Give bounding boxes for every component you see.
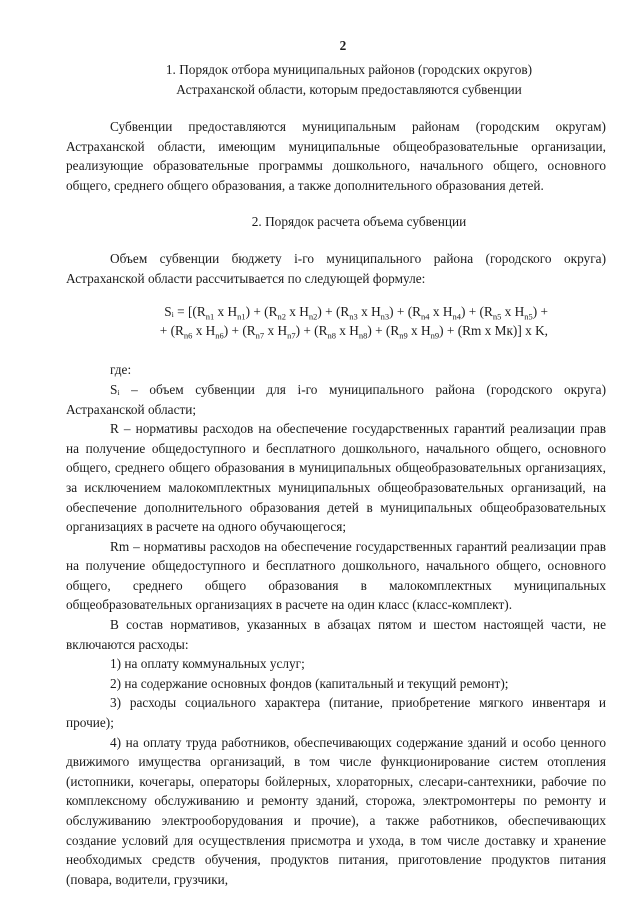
section-1-heading-line-2: Астраханской области, которым предоставляются субвенции (176, 81, 522, 97)
formula-intro-paragraph: Объем субвенции бюджету i-го муниципального района (городского округа) Астраханской области рассчитывается по следующей формуле: (66, 251, 606, 286)
section-2-heading: 2. Порядок расчета объема субвенции (251, 213, 467, 229)
expense-item-3: 3) расходы социального характера (питание, приобретение мягкого инвентаря и прочие); (66, 695, 606, 731)
expense-item-1: 1) на оплату коммунальных услуг; (110, 656, 305, 672)
subvention-formula (66, 302, 606, 340)
definition-r: R – нормативы расходов на обеспечение государственных гарантий реализации прав на получение общедоступного и бесплатного дошкольного, начального общего, основного общего, среднего общего образования в муниципальных общеобразовательных организациях, за исключением малокомплектных муниципальных общеобразовательных организаций, на обеспечение дополнительного образования детей в муниципальных общеобразовательных организациях в расчете на одного обучающегося; (66, 421, 606, 535)
exclusions-intro: В состав нормативов, указанных в абзацах пятом и шестом настоящей части, не включаются расходы: (66, 617, 606, 652)
document-page (66, 36, 606, 889)
formula-line-1: Sᵢ = [($R_{n1}$ x $H_{n1}) + (R_{n2}$ x $H_{n2}) + (R_{n3}$ x $H_{n3}) + (R_{n4}$ x $H_{n4}) + (R_{n5}$ x $H_{n5}$) + (164, 304, 548, 322)
definition-s: Sᵢ – объем субвенции для i-го муниципального района (городского округа) Астраханской области; (66, 381, 606, 417)
expense-item-4: 4) на оплату труда работников, обеспечивающих содержание зданий и особо ценного движимого имущества организаций, в том числе функционирование систем отопления (истопники, кочегары, операторы бойлерных, хлораторных, слесари-сантехники, рабочие по комплексному обслуживанию и ремонту зданий, сторожа, электромонтеры по ремонту и обслуживанию электрооборудования и прочие), а также работников, обеспечивающих создание условий для осуществления присмотра и ухода, в том числе доставку и хранение необходимых средств обучения, продуктов питания, приготовление продуктов питания (повара, водители, грузчики, (66, 734, 606, 887)
expense-item-2: 2) на содержание основных фондов (капитальный и текущий ремонт); (110, 675, 509, 691)
formula-line-2: + ($R_{n6}$ x $H_{n6}) + (R_{n7}$ x $H_{n7}) + (R_{n8}$ x $H_{n8}) + (R_{n9}$ x $H_{n9}) + (Rm$ x Мк)] x K, (159, 323, 548, 341)
section-1-heading-line-1: 1. Порядок отбора муниципальных районов (городских округов) (165, 62, 533, 77)
where-label: где: (110, 362, 132, 378)
definition-rm: Rm – нормативы расходов на обеспечение государственных гарантий реализации прав на получение общедоступного и бесплатного дошкольного, начального общего, основного общего, среднего общего образования в малокомплектных муниципальных общеобразовательных организациях в расчете на один класс (класс-комплект). (66, 538, 606, 613)
section-1-heading (66, 60, 606, 99)
intro-paragraph: Субвенции предоставляются муниципальным районам (городским округам) Астраханской области, имеющим муниципальные общеобразовательные организации, реализующие образовательные программы дошкольного, начального общего, основного общего, среднего общего образования, а также дополнительного образования детей. (66, 119, 606, 193)
page-number: 2 (339, 38, 347, 53)
